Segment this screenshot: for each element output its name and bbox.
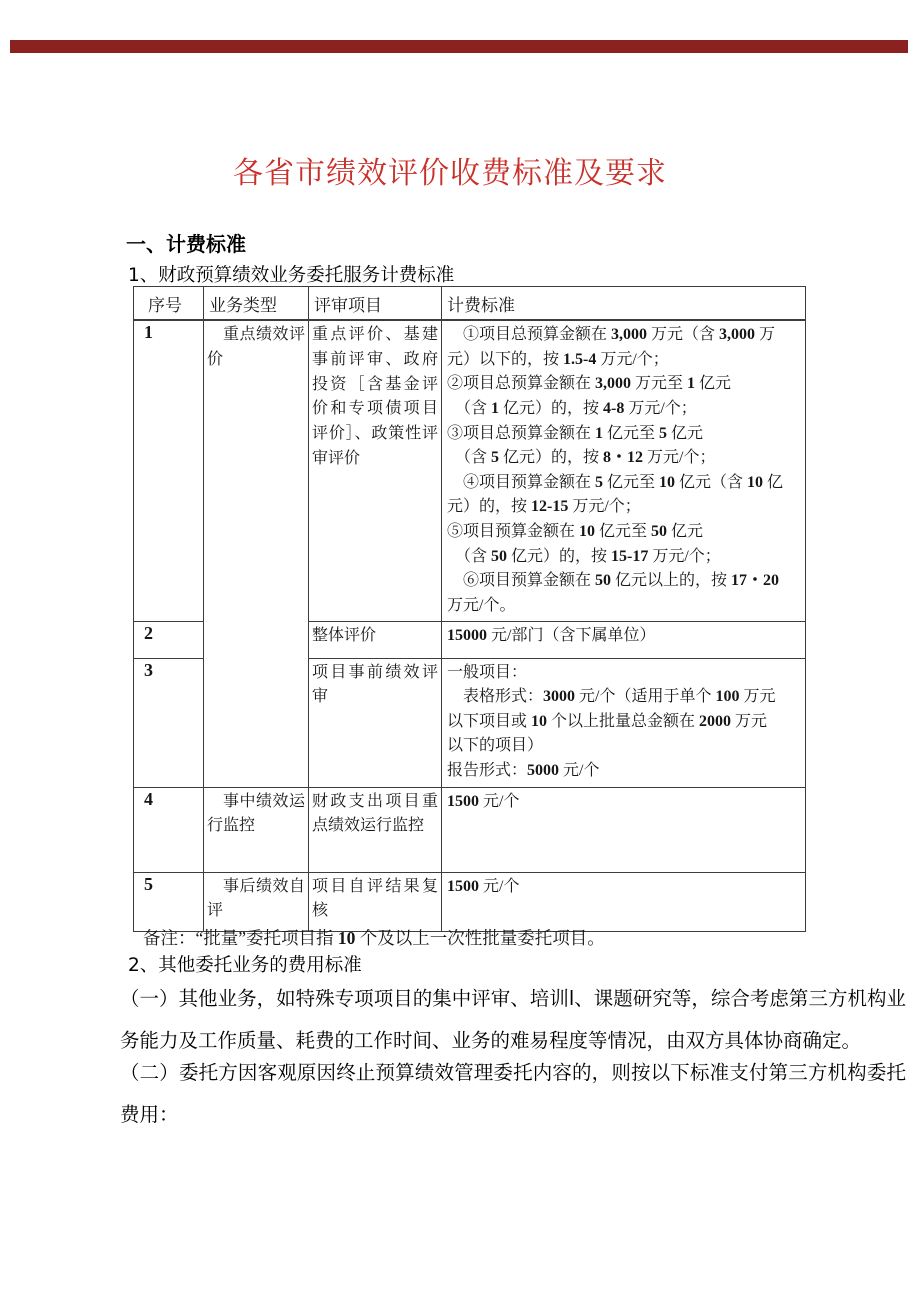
table-row-5	[134, 872, 806, 931]
header-cell-fee-standard: 计费标准	[442, 287, 806, 321]
cell-project-4: 财政支出项目重点绩效运行监控	[309, 787, 442, 872]
cell-type-key-evaluation: 重点绩效评价	[204, 320, 309, 787]
document-title: 各省市绩效评价收费标准及要求	[233, 157, 667, 190]
cell-fee-2: 15000 元/部门（含下属单位）	[442, 621, 806, 658]
paragraph-one: （一）其他业务，如特殊专项项目的集中评审、培训l、课题研究等，综合考虑第三方机构业务能力及工作质量、耗费的工作时间、业务的难易程度等情况，由双方具体协商确定。	[120, 987, 906, 1053]
subsection-heading-other-business: 2、其他委托业务的费用标准	[128, 955, 362, 976]
header-cell-review-item: 评审项目	[309, 287, 442, 321]
cell-seq-3: 3	[134, 658, 204, 787]
cell-project-5: 项目自评结果复核	[309, 872, 442, 931]
cell-seq-2: 2	[134, 621, 204, 658]
cell-project-2: 整体评价	[309, 621, 442, 658]
cell-type-inprocess-monitoring: 事中绩效运行监控	[204, 787, 309, 872]
fee-standard-table	[133, 286, 806, 932]
cell-seq-4: 4	[134, 787, 204, 872]
top-divider-bar	[10, 40, 908, 53]
table-row-1	[134, 320, 806, 621]
header-cell-business-type: 业务类型	[204, 287, 309, 321]
cell-project-1: 重点评价、基建事前评审、政府投资［含基金评价和专项债项目评价］、政策性评审评价	[309, 320, 442, 621]
table-row-4	[134, 787, 806, 872]
table-note: 备注：“批量”委托项目指 10 个及以上一次性批量委托项目。	[143, 928, 605, 948]
section-heading-billing-standard: 一、计费标准	[126, 232, 246, 256]
subsection-heading-fiscal-budget: 1、财政预算绩效业务委托服务计费标准	[128, 265, 455, 286]
cell-seq-5: 5	[134, 872, 204, 931]
table-header-row	[134, 287, 806, 321]
cell-fee-4: 1500 元/个	[442, 787, 806, 872]
cell-fee-3: 一般项目： 表格形式：3000 元/个（适用于单个 100 万元 以下项目或 10 个以上批量总金额在 2000 万元 以下的项目） 报告形式：5000 元/个	[442, 658, 806, 787]
cell-fee-5: 1500 元/个	[442, 872, 806, 931]
header-cell-seq: 序号	[134, 287, 204, 321]
cell-seq-1: 1	[134, 320, 204, 621]
cell-project-3: 项目事前绩效评审	[309, 658, 442, 787]
cell-fee-1: ①项目总预算金额在 3,000 万元（含 3,000 万 元）以下的，按 1.5-4 万元/个； ②项目总预算金额在 3,000 万元至 1 亿元 （含 1 亿元）的，按 4-8 万元/个； ③项目总预算金额在 1 亿元至 5 亿元 （含 5 亿元）的，按 8・12 万元/个； ④项目预算金额在 5 亿元至 10 亿元（含 10 亿 元）的，按 12-15 万元/个； ⑤项目预算金额在 10 亿元至 50 亿元 （含 50 亿元）的，按 15-17 万元/个； ⑥项目预算金额在 50 亿元以上的，按 17・20 万元/个。	[442, 320, 806, 621]
cell-type-post-self-evaluation: 事后绩效自评	[204, 872, 309, 931]
paragraph-two: （二）委托方因客观原因终止预算绩效管理委托内容的，则按以下标准支付第三方机构委托费用：	[120, 1061, 906, 1127]
